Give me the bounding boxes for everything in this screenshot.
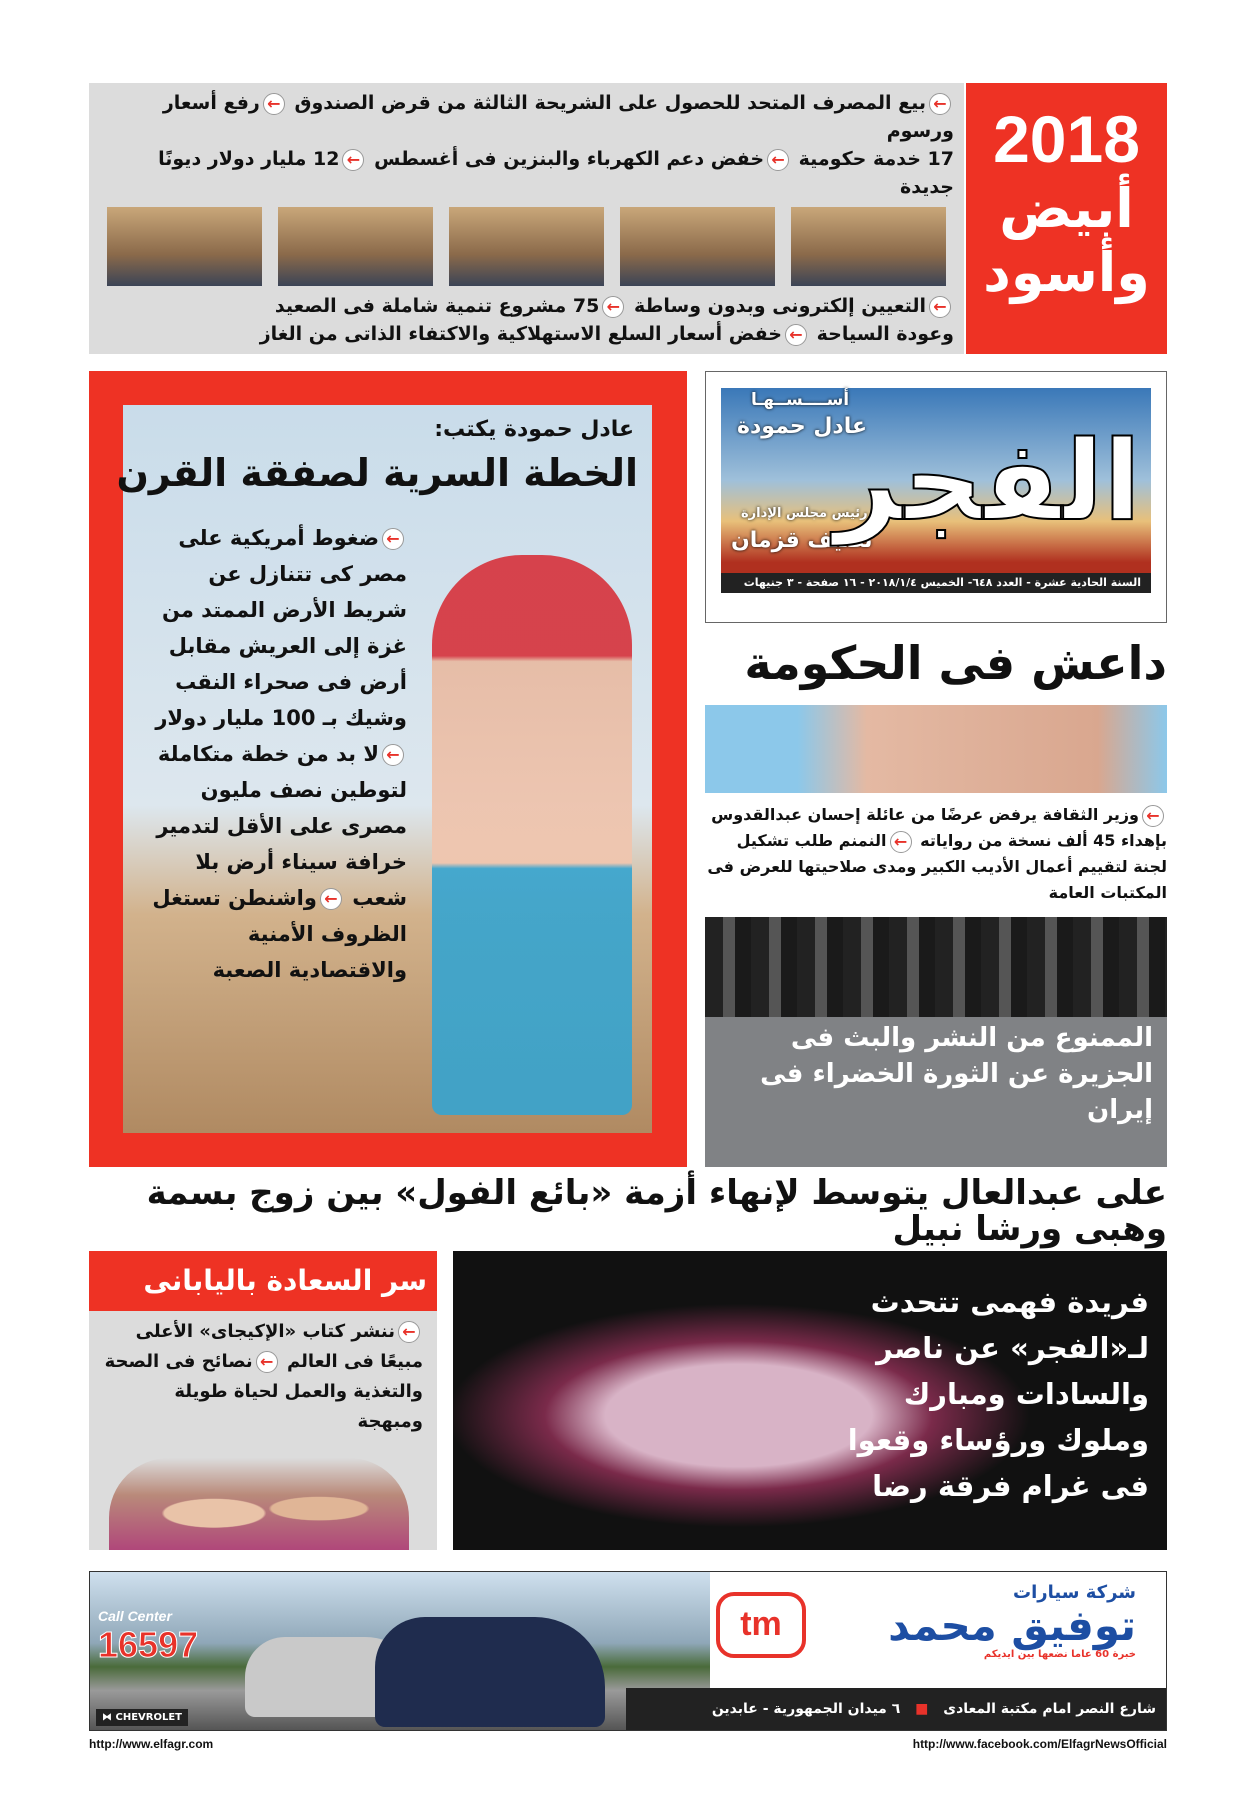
review-item: رفع أسعار ورسوم (162, 92, 954, 142)
lead-story[interactable] (89, 371, 687, 1167)
review-item: وعودة السياحة (816, 323, 954, 345)
author-byline: عادل حمودة يكتب: (434, 417, 634, 442)
brand-name: CHEVROLET (115, 1712, 182, 1723)
arrow-bullet-icon: ← (398, 1321, 420, 1343)
minister-closeup-photo (705, 705, 1167, 793)
arrow-bullet-icon: ← (1142, 805, 1164, 827)
review-item: خفض أسعار السلع الاستهلاكية والاكتفاء الذاتى من الغاز (259, 323, 782, 345)
review-row-3 (89, 292, 964, 320)
headline-line: لـ«الفجر» عن ناصر (876, 1331, 1149, 1365)
japan-story[interactable] (89, 1251, 437, 1550)
address: ٦ ميدان الجمهورية - عابدين (711, 1701, 901, 1717)
facebook-link[interactable]: http://www.facebook.com/ElfagrNewsOfficial (912, 1737, 1167, 1751)
minister-photos (107, 207, 946, 286)
headline-line: فريدة فهمى تتحدث (870, 1285, 1149, 1319)
daesh-point: وزير الثقافة يرفض عرضًا من عائلة إحسان عبدالقدوس بإهداء 45 ألف نسخة من رواياته (711, 805, 1167, 850)
review-item: 75 مشروع تنمية شاملة فى الصعيد (274, 295, 600, 317)
arrow-bullet-icon: ← (256, 1351, 278, 1373)
daesh-summary (705, 802, 1167, 906)
jazeera-headline: الجزيرة عن الثورة الخضراء فى إيران (760, 1059, 1153, 1125)
issue-info: السنة الحادية عشرة - العدد ٦٤٨- الخميس ٢٠١٨/١/٤ - ١٦ صفحة - ٣ جنيهات (721, 573, 1151, 593)
call-label: Call Center (98, 1608, 172, 1624)
masthead (705, 371, 1167, 623)
review-item: 12 مليار دولار ديونًا جديدة (158, 148, 954, 198)
blue-car (375, 1617, 605, 1727)
review-row-2 (89, 145, 964, 201)
arrow-bullet-icon: ← (263, 93, 285, 115)
lead-story-photo (116, 405, 652, 1133)
arrow-bullet-icon: ← (382, 744, 404, 766)
arrow-bullet-icon: ← (929, 296, 951, 318)
review-row-4 (89, 320, 964, 348)
company-logo: tm (716, 1592, 806, 1658)
website-link[interactable]: http://www.elfagr.com (89, 1737, 214, 1751)
company-name (888, 1582, 1136, 1660)
arrow-bullet-icon: ← (320, 888, 342, 910)
newspaper-logo: الفجر (835, 417, 1141, 545)
lead-point: واشنطن تستغل الظروف الأمنية والاقتصادية الصعبة (152, 886, 407, 982)
separator-icon: ■ (915, 1701, 929, 1717)
lead-headline: الخطة السرية لصفقة القرن (116, 451, 638, 495)
chair-name: نصيف قزمان (731, 528, 873, 553)
lead-point: ضغوط أمريكية على مصر كى تتنازل عن شريط الأرض الممتد من غزة إلى العريش مقابل أرض فى صحراء النقب وشيك بـ 100 مليار دولار (155, 526, 407, 730)
call-center (98, 1608, 198, 1666)
arrow-bullet-icon: ← (785, 324, 807, 346)
ad-cars-photo (90, 1572, 710, 1730)
laughing-girls-photo (109, 1458, 409, 1550)
review-item: بيع المصرف المتحد للحصول على الشريحة الثالثة من قرض الصندوق (294, 92, 926, 114)
japan-summary (89, 1311, 437, 1437)
arrow-bullet-icon: ← (929, 93, 951, 115)
badge-title: أبيض (999, 177, 1134, 240)
masthead-banner (721, 388, 1151, 593)
review-item: 17 خدمة حكومية (798, 148, 954, 170)
badge-year: 2018 (993, 102, 1140, 176)
arrow-bullet-icon: ← (767, 149, 789, 171)
minister-photo (278, 207, 433, 286)
founder-name: عادل حمودة (737, 414, 868, 439)
chair-label: رئيس مجلس الإدارة (741, 506, 868, 521)
minister-photo (620, 207, 775, 286)
japan-headline: سر السعادة باليابانى (89, 1251, 437, 1311)
daesh-point: النمنم طلب تشكيل لجنة لتقييم أعمال الأديب الكبير ومدى صلاحيتها للعرض فى المكتبات العامة (707, 831, 1167, 902)
company-line: توفيق محمد (888, 1601, 1136, 1650)
lead-summary (147, 520, 407, 988)
year-review-box (89, 83, 964, 354)
headline-line: وملوك ورؤساء وقعوا (847, 1423, 1149, 1457)
ad-addresses (626, 1688, 1166, 1730)
review-item: خفض دعم الكهرباء والبنزين فى أغسطس (374, 148, 765, 170)
fareeda-headline (848, 1279, 1149, 1509)
founder-label: أســــســهـا (751, 390, 850, 410)
address: شارع النصر امام مكتبة المعادى (943, 1701, 1156, 1717)
japan-point: ننشر كتاب «الإكيجاى» الأعلى مبيعًا فى العالم (135, 1321, 423, 1372)
jazeera-story[interactable] (705, 1017, 1167, 1167)
minister-photo (449, 207, 604, 286)
headline-line: والسادات ومبارك (903, 1377, 1149, 1411)
review-row-1 (89, 89, 964, 145)
headline-line: فى غرام فرقة رضا (872, 1469, 1149, 1503)
minister-photo (107, 207, 262, 286)
protest-photo (705, 917, 1167, 1017)
arrow-bullet-icon: ← (602, 296, 624, 318)
abdelaal-headline[interactable]: على عبدالعال يتوسط لإنهاء أزمة «بائع الفول» بين زوج بسمة وهبى ورشا نبيل (146, 1173, 1167, 1249)
minister-photo (791, 207, 946, 286)
year-badge (966, 83, 1167, 354)
fareeda-story[interactable] (453, 1251, 1167, 1550)
arrow-bullet-icon: ← (890, 831, 912, 853)
car-dealer-ad[interactable] (89, 1571, 1167, 1731)
badge-title: وأسود (983, 241, 1150, 304)
review-item: التعيين إلكترونى وبدون وساطة (633, 295, 926, 317)
call-number: 16597 (98, 1624, 199, 1665)
company-line: شركة سيارات (1013, 1582, 1136, 1603)
japan-point: نصائح فى الصحة والتغذية والعمل لحياة طويلة ومبهجة (104, 1351, 423, 1432)
arrow-bullet-icon: ← (342, 149, 364, 171)
jazeera-headline: الممنوع من النشر والبث فى (790, 1023, 1153, 1053)
mother-child-photo (432, 555, 632, 1115)
daesh-headline[interactable]: داعش فى الحكومة (744, 636, 1167, 690)
chevrolet-logo: ⧓ CHEVROLET (96, 1709, 188, 1726)
lead-point: لا بد من خطة متكاملة لتوطين نصف مليون مصرى على الأقل لتدمير خرافة سيناء أرض بلا شعب (156, 742, 407, 910)
company-tagline: خبرة 60 عاما نضعها بين ايديكم (983, 1649, 1136, 1660)
arrow-bullet-icon: ← (382, 528, 404, 550)
